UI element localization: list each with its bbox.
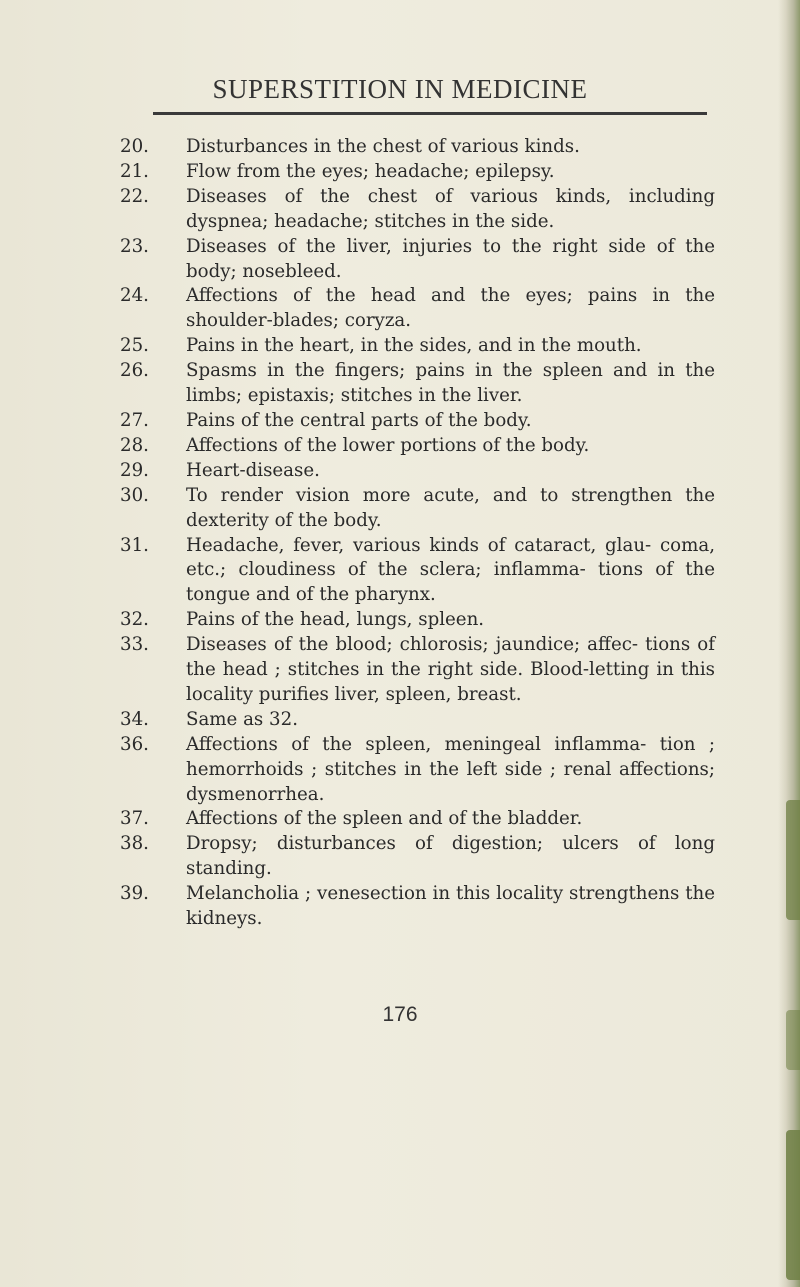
entry-text: Pains of the head, lungs, spleen. [186,609,485,631]
edge-stain [786,800,800,920]
entry-text: To render vision more acute, and to strengthen the dexterity of the body. [186,484,715,531]
list-item [120,359,715,409]
entry-number: 22. [120,185,149,207]
entry-number: 26. [120,360,149,382]
entry-text: Affections of the spleen and of the bladder. [186,808,583,830]
entry-number: 29. [120,459,149,481]
entry-number: 23. [120,235,149,257]
edge-stain [786,1130,800,1280]
entry-number: 33. [120,634,149,656]
list-item [120,608,715,633]
entry-number: 20. [120,136,149,157]
entry-text: Flow from the eyes; headache; epilepsy. [186,160,555,182]
entry-list [120,135,715,932]
entry-text: Disturbances in the chest of various kinds. [186,136,580,157]
entry-number: 25. [120,335,149,357]
list-item [120,160,715,185]
list-item [120,334,715,359]
entry-text: Affections of the head and the eyes; pains in the shoulder-blades; coryza. [186,285,715,332]
entry-number: 34. [120,708,149,730]
entry-text: Affections of the spleen, meningeal inflamma- tion ; hemorrhoids ; stitches in the left side ; renal affections; dysmenorrhea. [186,733,715,805]
entry-text: Heart-disease. [186,459,320,481]
entry-text: Headache, fever, various kinds of cataract, glau- coma, etc.; cloudiness of the sclera; inflamma- tions of the tongue and of the pharynx. [186,534,715,606]
entry-text: Diseases of the blood; chlorosis; jaundice; affec- tions of the head ; stitches in the right side. Blood-letting in this locality purifies liver, spleen, breast. [186,634,715,705]
entry-number: 30. [120,484,149,506]
header-rule [153,112,707,115]
entry-text: Dropsy; disturbances of digestion; ulcers of long standing. [186,833,715,880]
entry-text: Spasms in the fingers; pains in the spleen and in the limbs; epistaxis; stitches in the liver. [186,360,715,407]
list-item [120,633,715,708]
page-edge-shadow [778,0,800,1287]
list-item [120,708,715,733]
entry-number: 39. [120,883,149,905]
list-item [120,733,715,808]
list-item [120,135,715,160]
entry-text: Same as 32. [186,708,298,730]
list-item [120,434,715,459]
entry-text: Pains in the heart, in the sides, and in the mouth. [186,335,642,357]
entry-text: Pains of the central parts of the body. [186,409,532,431]
entry-number: 38. [120,833,149,855]
list-item [120,459,715,484]
list-item [120,484,715,534]
entry-text: Affections of the lower portions of the body. [186,434,590,456]
entry-number: 21. [120,160,149,182]
list-item [120,807,715,832]
list-item [120,534,715,609]
list-item [120,284,715,334]
list-item [120,409,715,434]
edge-stain [786,1010,800,1070]
page-number: 176 [382,1003,418,1026]
entry-number: 31. [120,534,149,556]
running-head: SUPERSTITION IN MEDICINE [212,74,588,104]
entry-number: 32. [120,609,149,631]
entry-number: 36. [120,733,149,755]
list-item [120,882,715,932]
entry-number: 24. [120,285,149,307]
entry-number: 27. [120,409,149,431]
entry-number: 28. [120,434,149,456]
entry-text: Diseases of the liver, injuries to the right side of the body; nosebleed. [186,235,715,282]
entry-text: Melancholia ; venesection in this locality strengthens the kidneys. [186,883,715,930]
entry-number: 37. [120,808,149,830]
list-item [120,185,715,235]
list-item [120,832,715,882]
entry-text: Diseases of the chest of various kinds, including dyspnea; headache; stitches in the side. [186,185,715,232]
list-item [120,235,715,285]
